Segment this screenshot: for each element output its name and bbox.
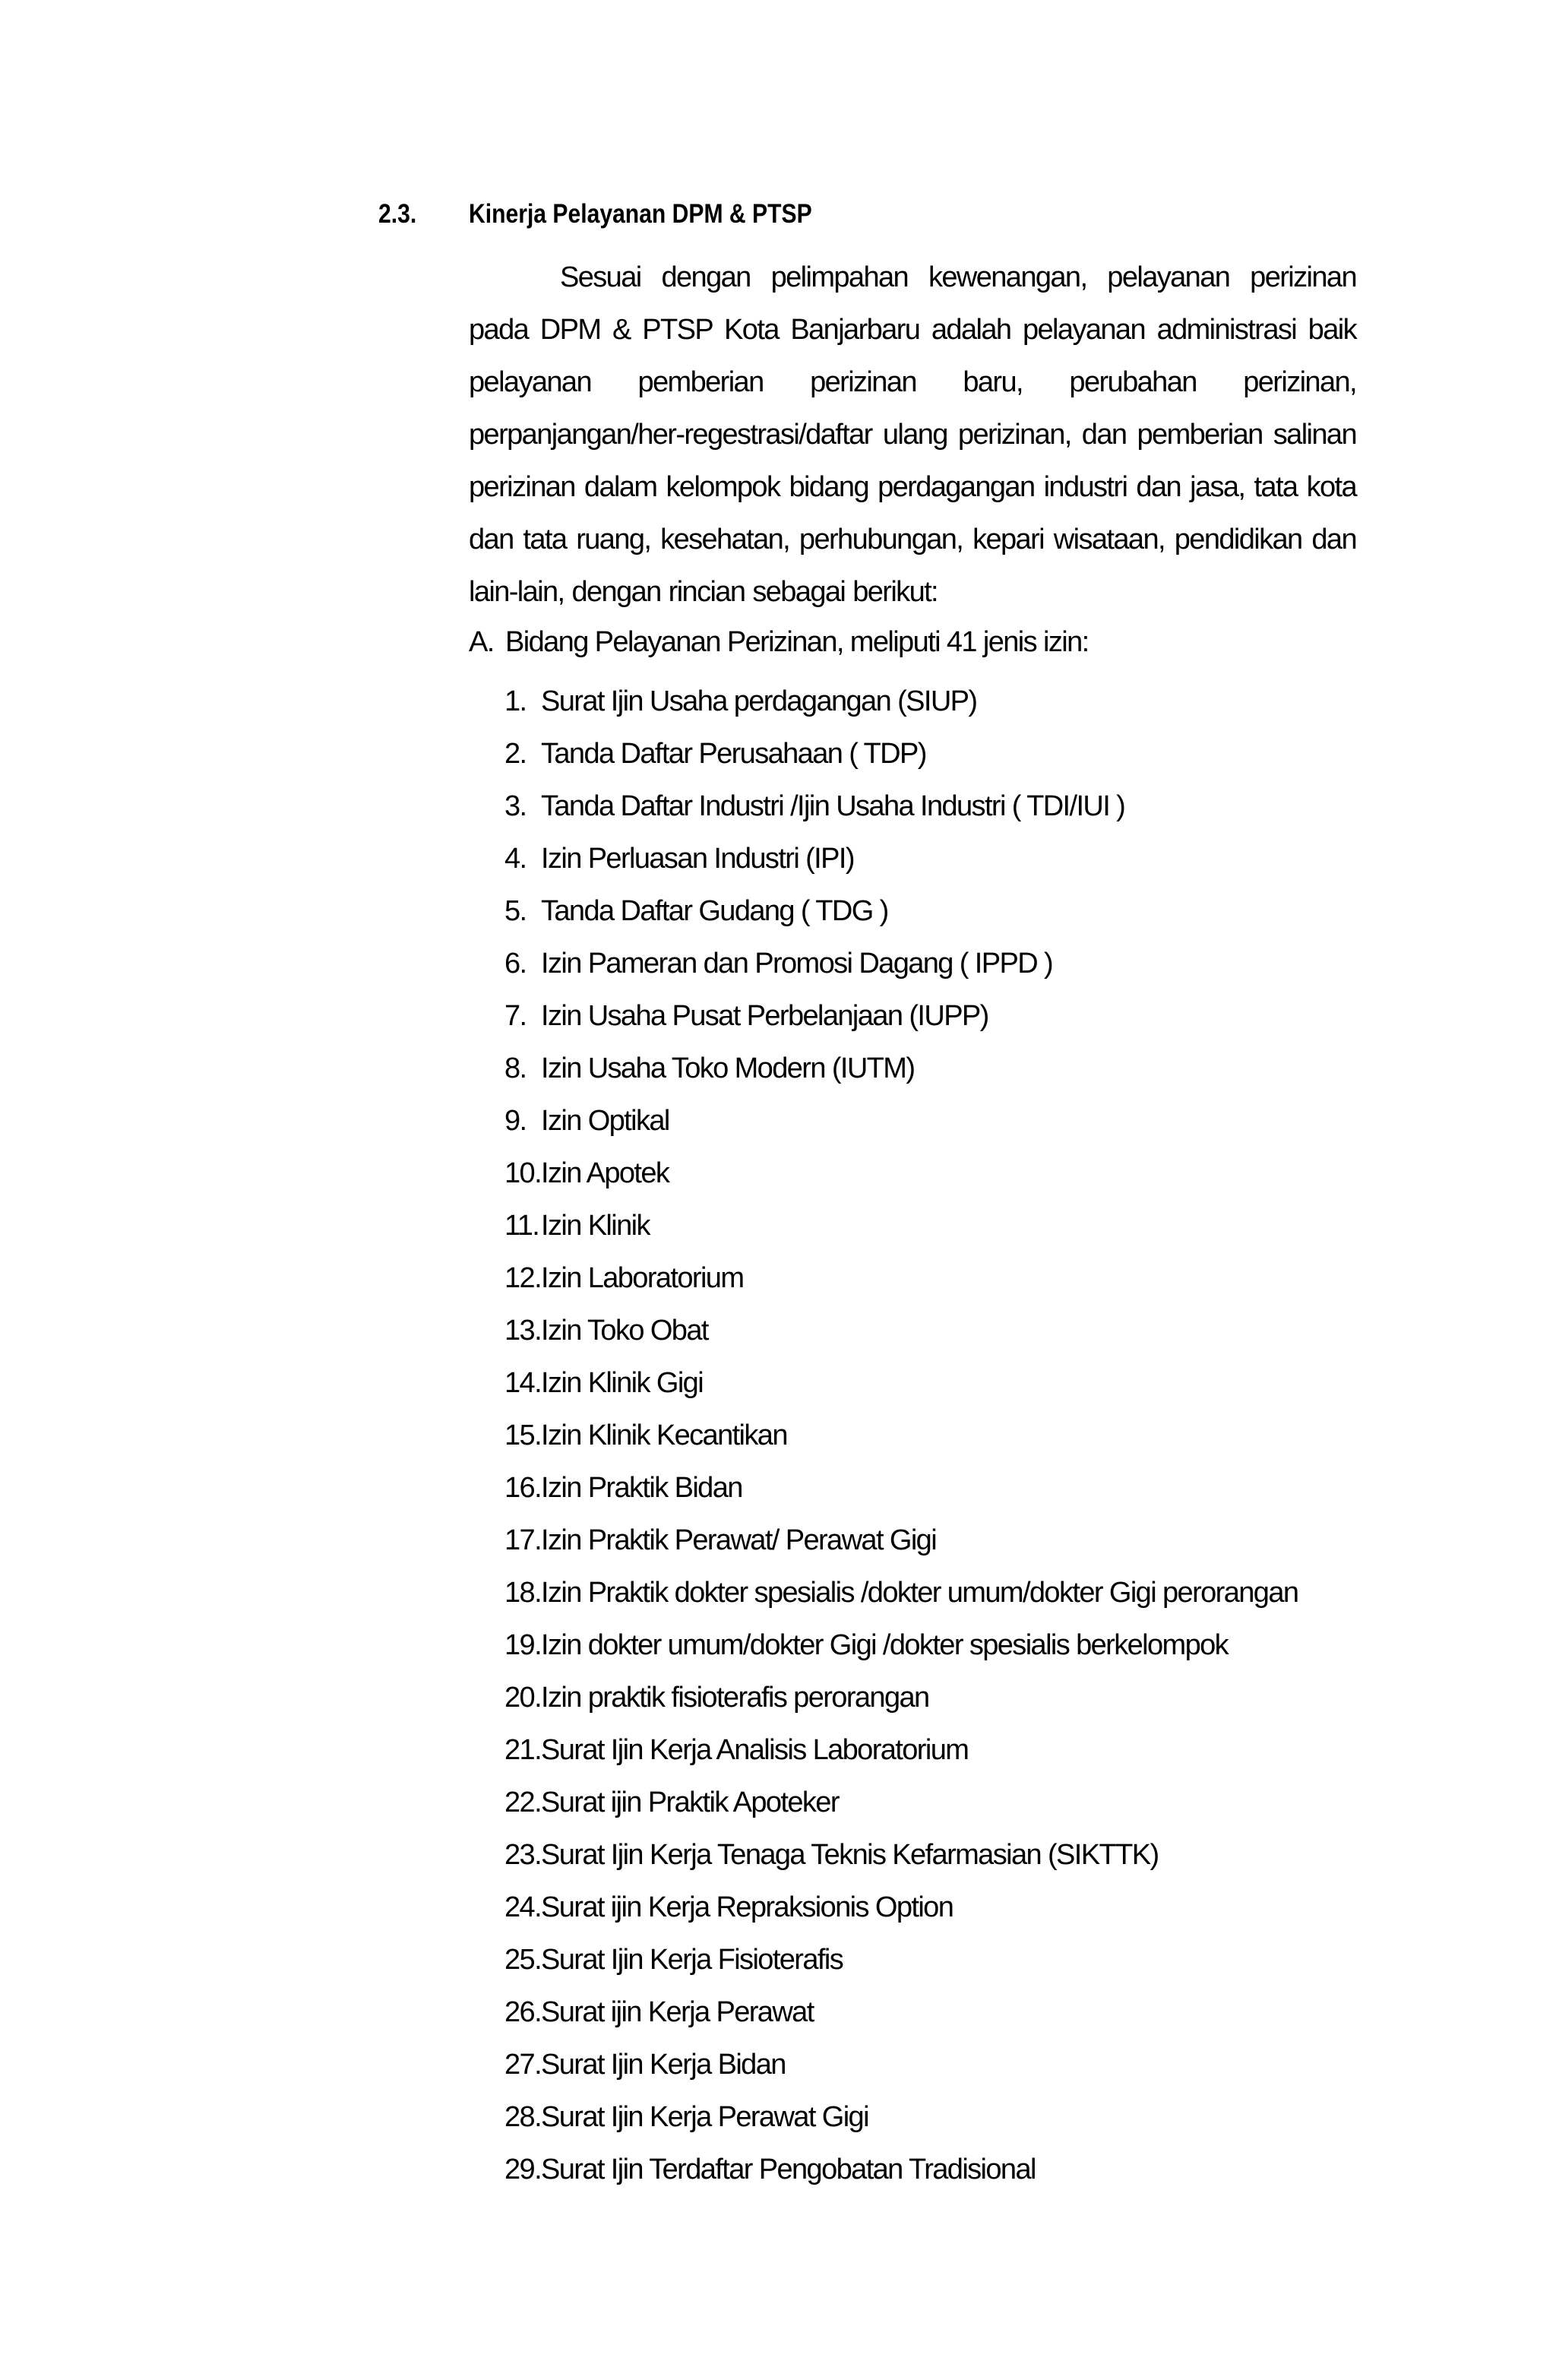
list-item-number: 14.	[504, 1367, 542, 1399]
list-item-text: Surat Ijin Kerja Analisis Laboratorium	[541, 1734, 969, 1766]
list-item-text: Izin Laboratorium	[541, 1262, 744, 1294]
list-item	[504, 2098, 1298, 2151]
list-item-number: 17.	[504, 1524, 542, 1556]
list-item	[504, 1941, 1298, 1993]
list-item	[504, 945, 1298, 997]
list-item-number: 28.	[504, 2101, 542, 2133]
section-number: 2.3.	[378, 199, 417, 229]
list-item-text: Tanda Daftar Industri /Ijin Usaha Industri ( TDI/IUI )	[541, 790, 1125, 822]
list-item-number: 19.	[504, 1629, 542, 1661]
list-item	[504, 735, 1298, 787]
list-item-number: 4.	[504, 843, 527, 875]
list-item-number: 27.	[504, 2049, 542, 2081]
list-item-number: 5.	[504, 895, 527, 927]
list-item-number: 18.	[504, 1577, 542, 1609]
list-item	[504, 1102, 1298, 1154]
list-item-text: Izin Optikal	[541, 1105, 669, 1137]
list-item	[504, 682, 1298, 735]
list-item-text: Tanda Daftar Perusahaan ( TDP)	[541, 738, 926, 770]
permit-list	[504, 682, 1298, 2203]
list-item-number: 24.	[504, 1891, 542, 1923]
list-item	[504, 1574, 1298, 1626]
list-item-text: Surat Ijin Kerja Tenaga Teknis Kefarmasian (SIKTTK)	[541, 1839, 1159, 1871]
list-item-text: Tanda Daftar Gudang ( TDG )	[541, 895, 888, 927]
list-item-number: 3.	[504, 790, 527, 822]
list-item	[504, 1731, 1298, 1783]
list-item	[504, 892, 1298, 945]
list-item	[504, 1783, 1298, 1836]
list-item-text: Izin Toko Obat	[541, 1315, 708, 1347]
list-item	[504, 1993, 1298, 2046]
list-item-number: 21.	[504, 1734, 542, 1766]
list-item-text: Izin Apotek	[541, 1157, 669, 1189]
list-item-text: Surat Ijin Usaha perdagangan (SIUP)	[541, 685, 977, 717]
list-item	[504, 1364, 1298, 1416]
list-item-text: Izin Praktik dokter spesialis /dokter umum/dokter Gigi perorangan	[541, 1577, 1298, 1609]
list-item	[504, 1679, 1298, 1731]
list-item	[504, 1207, 1298, 1259]
list-item	[504, 1836, 1298, 1888]
list-item-text: Izin Praktik Bidan	[541, 1472, 742, 1504]
list-item-number: 16.	[504, 1472, 542, 1504]
intro-paragraph: Sesuai dengan pelimpahan kewenangan, pelayanan perizinan pada DPM & PTSP Kota Banjarbaru adalah pelayanan administrasi baik pelayanan pemberian perizinan baru, perubahan perizinan, perpanjangan/her-regestrasi/daftar ulang perizinan, dan pemberian salinan perizinan dalam kelompok bidang perdagangan industri dan jasa, tata kota dan tata ruang, kesehatan, perhubungan, kepari wisataan, pendidikan dan lain-lain, dengan rincian sebagai berikut:	[469, 261, 1356, 608]
list-item-number: 6.	[504, 948, 527, 980]
list-item-text: Izin Klinik Gigi	[541, 1367, 704, 1399]
list-item-number: 10.	[504, 1157, 542, 1189]
list-item-text: Izin Usaha Pusat Perbelanjaan (IUPP)	[541, 1000, 988, 1032]
subsection-title: Bidang Pelayanan Perizinan, meliputi 41 jenis izin:	[505, 626, 1089, 658]
list-item-text: Surat Ijin Kerja Fisioterafis	[541, 1944, 843, 1976]
list-item-text: Izin Klinik	[541, 1210, 650, 1242]
list-item-number: 26.	[504, 1996, 542, 2028]
list-item-number: 22.	[504, 1787, 542, 1818]
list-item-number: 2.	[504, 738, 527, 770]
list-item	[504, 787, 1298, 840]
list-item	[504, 2151, 1298, 2203]
list-item	[504, 1416, 1298, 1469]
list-item	[504, 1259, 1298, 1312]
list-item	[504, 1521, 1298, 1574]
list-item-text: Izin Perluasan Industri (IPI)	[541, 843, 854, 875]
list-item-number: 8.	[504, 1052, 527, 1084]
list-item-number: 11.	[504, 1210, 539, 1242]
list-item-text: Surat Ijin Kerja Perawat Gigi	[541, 2101, 868, 2133]
list-item-text: Izin Praktik Perawat/ Perawat Gigi	[541, 1524, 937, 1556]
list-item-text: Surat ijin Praktik Apoteker	[541, 1787, 839, 1818]
list-item-text: Izin dokter umum/dokter Gigi /dokter spesialis berkelompok	[541, 1629, 1229, 1661]
list-item-text: Surat ijin Kerja Repraksionis Option	[541, 1891, 954, 1923]
list-item	[504, 1312, 1298, 1364]
list-item	[504, 840, 1298, 892]
list-item-number: 9.	[504, 1105, 527, 1137]
list-item-text: Izin praktik fisioterafis perorangan	[541, 1682, 929, 1714]
list-item-number: 13.	[504, 1315, 542, 1347]
list-item-number: 25.	[504, 1944, 542, 1976]
list-item-number: 12.	[504, 1262, 542, 1294]
list-item-number: 1.	[504, 685, 527, 717]
list-item-number: 23.	[504, 1839, 542, 1871]
list-item-text: Izin Usaha Toko Modern (IUTM)	[541, 1052, 915, 1084]
list-item	[504, 1888, 1298, 1941]
list-item	[504, 997, 1298, 1049]
list-item	[504, 1154, 1298, 1207]
list-item	[504, 1469, 1298, 1521]
list-item-text: Surat ijin Kerja Perawat	[541, 1996, 814, 2028]
list-item	[504, 1626, 1298, 1679]
list-item-number: 7.	[504, 1000, 527, 1032]
list-item-number: 20.	[504, 1682, 542, 1714]
section-title: Kinerja Pelayanan DPM & PTSP	[469, 199, 812, 229]
list-item	[504, 2046, 1298, 2098]
list-item-text: Izin Klinik Kecantikan	[541, 1419, 787, 1451]
subsection-heading	[469, 623, 1089, 661]
list-item-number: 15.	[504, 1419, 542, 1451]
subsection-letter: A.	[469, 626, 494, 658]
list-item-text: Izin Pameran dan Promosi Dagang ( IPPD )	[541, 948, 1053, 980]
list-item-text: Surat Ijin Kerja Bidan	[541, 2049, 786, 2081]
list-item	[504, 1049, 1298, 1102]
list-item-text: Surat Ijin Terdaftar Pengobatan Tradisional	[541, 2154, 1036, 2185]
list-item-number: 29.	[504, 2154, 542, 2185]
